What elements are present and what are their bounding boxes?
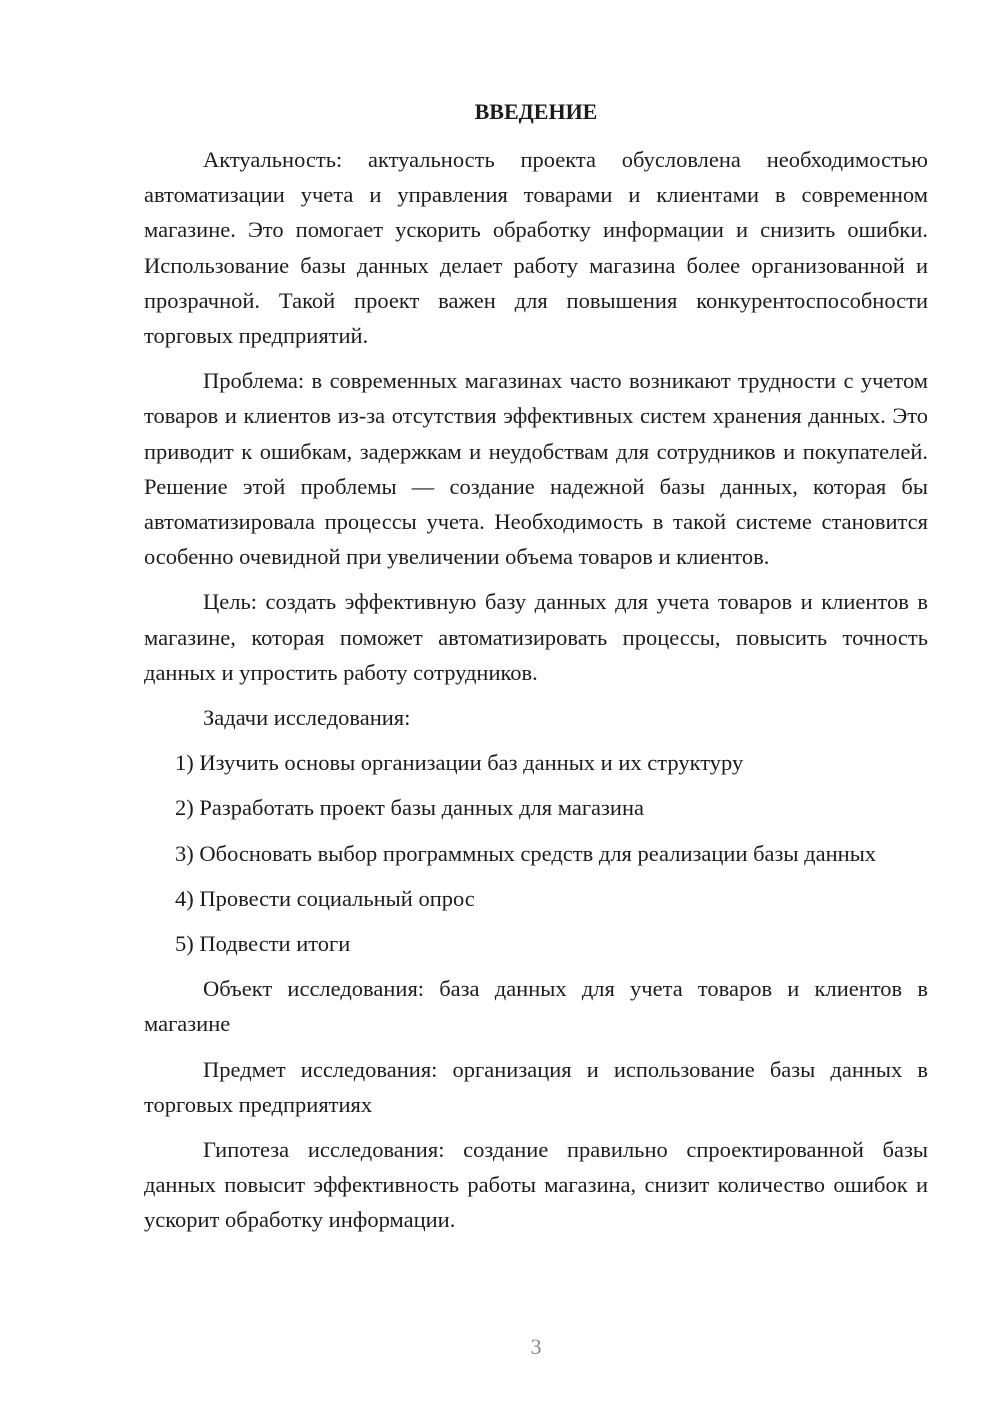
paragraph-tasks-heading: Задачи исследования: [203,705,411,731]
task-item-5: 5) Подвести итоги [175,931,351,957]
paragraph-hypothesis: Гипотеза исследования: создание правильно спроектированной базы данных повысит эффективность работы магазина, снизит количество ошибок и ускорит обработку информации. [144,1137,928,1233]
page-number: 3 [530,1334,542,1359]
task-item-3: 3) Обосновать выбор программных средств для реализации базы данных [175,840,877,866]
paragraph-subject: Предмет исследования: организация и использование базы данных в торговых предприятиях [144,1056,928,1117]
paragraph-goal: Цель: создать эффективную базу данных для учета товаров и клиентов в магазине, которая поможет автоматизировать процессы, повысить точность данных и упростить работу сотрудников. [144,589,928,685]
paragraph-object: Объект исследования: база данных для учета товаров и клиентов в магазине [144,976,928,1037]
paragraph-problem: Проблема: в современных магазинах часто возникают трудности с учетом товаров и клиентов из-за отсутствия эффективных систем хранения данных. Это приводит к ошибкам, задержкам и неудобствам для сотрудников и покупателей. Решение этой проблемы — создание надежной базы данных, которая бы автоматизировала процессы учета. Необходимость в такой системе становится особенно очевидной при увеличении объема товаров и клиентов. [144,368,928,570]
document-body [144,142,928,1248]
task-item-2: 2) Разработать проект базы данных для магазина [175,795,644,821]
task-item-1: 1) Изучить основы организации баз данных и их структуру [175,750,744,776]
task-item-4: 4) Провести социальный опрос [175,885,475,911]
paragraph-relevance: Актуальность: актуальность проекта обусловлена необходимостью автоматизации учета и управления товарами и клиентами в современном магазине. Это помогает ускорить обработку информации и снизить ошибки. Использование базы данных делает работу магазина более организованной и прозрачной. Такой проект важен для повышения конкурентоспособности торговых предприятий. [144,147,928,349]
section-title: ВВЕДЕНИЕ [474,99,598,124]
